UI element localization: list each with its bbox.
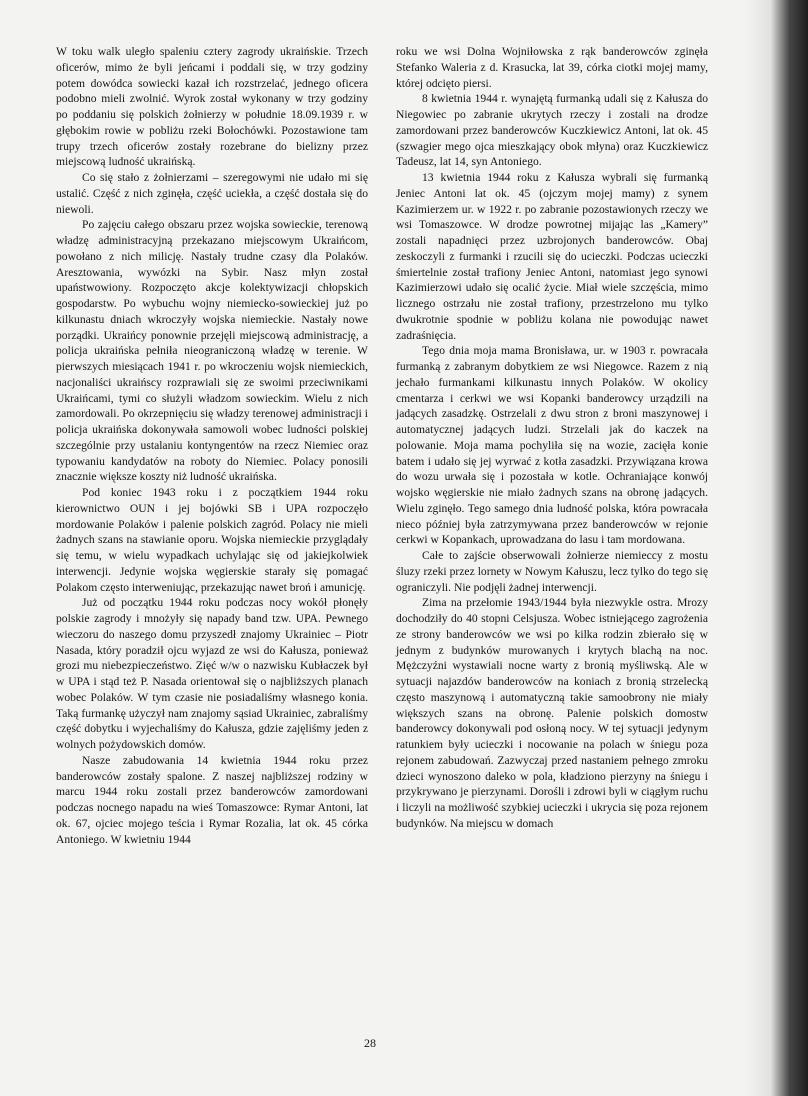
paragraph: Co się stało z żołnierzami – szeregowymi nie udało mi się ustalić. Część z nich zginęła, część uciekła, a część dostała się do niewoli. [56, 171, 368, 216]
paragraph: Nasze zabudowania 14 kwietnia 1944 roku przez banderowców zostały spalone. Z naszej najbliższej rodziny w marcu 1944 roku zostali przez banderowców zamordowani podczas nocnego napadu na wieś Tomaszowce: Rymar Antoni, lat ok. 67, ojciec mojego teścia i Rymar Rozalia, lat ok. 45 córka Antoniego. W kwietniu 1944 [56, 753, 368, 846]
paragraph: Tego dnia moja mama Bronisława, ur. w 1903 r. powracała furmanką z zabranym dobytkiem ze wsi Niegowce. Razem z nią jechało furmankami kilkunastu innych Polaków. W okolicy cmentarza i cerkwi we wsi Kopanki banderowcy urządzili na jadących zasadzkę. Ostrzelali z dwu stron z broni maszynowej i automatycznej jadących ludzi. Strzelali jak do kaczek na polowanie. Moja mama pochyliła się na wozie, zacięła konie batem i udało się jej wyrwać z kotła zasadzki. Przywiązana krowa do wozu urwała się i pozostała w kotle. Ochraniające konwój wojsko węgierskie nie miało żadnych szans na obronę jadących. Wielu zginęło. Tego samego dnia ludność polska, która powracała nieco później była zatrzymywana przez banderowców w rejonie cerkwi w Kopankach, uprowadzana do lasu i tam mordowana. [396, 344, 708, 547]
paragraph: W toku walk uległo spaleniu cztery zagrody ukraińskie. Trzech oficerów, mimo że byli jeńcami i poddali się, w trzy godziny potem dowódca sowiecki kazał ich rozstrzelać, jednego oficera podobno mieli zwolnić. Wyrok został wykonany w trzy godziny po poddaniu się polskich żołnierzy w południe 18.09.1939 r. w głębokim rowie w pobliżu rzeki Bołochówki. Pozostawione tam trupy trzech oficerów zostały rozebrane do bielizny przez miejscową ludność ukraińską. [56, 45, 368, 169]
paragraph: Już od początku 1944 roku podczas nocy wokół płonęły polskie zagrody i mnożyły się napady band tzw. UPA. Pewnego wieczoru do naszego domu przyszedł znajomy Ukrainiec – Piotr Nasada, który poradził ojcu wyjazd ze wsi do Kałusza, ponieważ grozi mu niebezpieczeństwo. Zięć w/w o nazwisku Kubłaczek był w UPA i stąd też P. Nasada orientował się o najbliższych planach wobec Polaków. W tym czasie nie posiadaliśmy własnego konia. Taką furmankę użyczył nam znajomy sąsiad Ukrainiec, zabraliśmy część dobytku i wyjechaliśmy do Kałusza, gdzie zajęliśmy jeden z wolnych pożydowskich domów. [56, 596, 368, 751]
paragraph: Zima na przełomie 1943/1944 była niezwykle ostra. Mrozy dochodziły do 40 stopni Celsjusza. Wobec istniejącego zagrożenia ze strony banderowców we wsi po kilka rodzin zbierało się w jednym z budynków murowanych i krytych blachą na noc. Mężczyźni wystawiali nocne warty z bronią myśliwską. Ale w sytuacji najazdów banderowców na koniach z bronią strzelecką często maszynową i automatyczną takie samoobrony nie miały większych szans na obronę. Palenie polskich domostw banderowcy dokonywali pod osłoną nocy. W tej sytuacji jedynym ratunkiem były ucieczki i nocowanie na polach w śniegu poza rejonem zabudowań. Zazwyczaj przed nastaniem pełnego zmroku dzieci wynoszono daleko w pola, kładziono pierzyny na śniegu i przykrywano je pierzynami. Doroślі i zdrowi byli w ciągłym ruchu i liczyli na możliwość szybkiej ucieczki i ukrycia się poza rejonem budynków. Na miejscu w domach [396, 596, 708, 830]
paragraph: Po zajęciu całego obszaru przez wojska sowieckie, terenową władzę administracyjną przekazano miejscowym Ukraińcom, powołano z nich milicję. Nastały trudne czasy dla Polaków. Aresztowania, wywózki na Sybir. Nasz młyn został upaństwowiony. Rozpoczęto akcje kolektywizacji chłopskich gospodarstw. Po wybuchu wojny niemiecko-sowieckiej już po kilkunastu dniach wkroczyły wojska niemieckie. Nastały nowe porządki. Ukraińcy ponownie przejęli miejscową administrację, a policja ukraińska pełniła nieograniczoną władzę w terenie. W pierwszych miesiącach 1941 r. po wkroczeniu wojsk niemieckich, nacjonaliści ukraińscy rozprawiali się ze swoimi przeciwnikami Ukraińcami, tymi co służyli władzom sowieckim. Wielu z nich zamordowali. Po okrzepnięciu się władzy terenowej administracji i policja ukraińska dokonywała samowoli wobec ludności polskiej szczególnie przy ustalaniu kontyngentów na rzecz Niemiec oraz typowaniu kandydatów na roboty do Niemiec. Polacy ponosili znacznie większe koszty niż ludność ukraińska. [56, 218, 368, 484]
scan-edge-shadow [746, 0, 808, 1096]
paragraph: 8 kwietnia 1944 r. wynajętą furmanką udali się z Kałusza do Niegowiec po zabranie ukrytych rzeczy i zostali na drodze zamordowani przez banderowców Kuczkiewicz Antoni, lat ok. 45 (szwagier mego ojca mieszkający obok młyna) oraz Kuczkiewicz Tadeusz, lat 14, syn Antoniego. [396, 92, 708, 169]
paragraph: Pod koniec 1943 roku i z początkiem 1944 roku kierownictwo OUN i jej bojówki SB i UPA rozpoczęło mordowanie Polaków i palenie polskich zagród. Polacy nie mieli żadnych szans na stawianie oporu. Wojska niemieckie przyglądały się temu, w wielu wypadkach uchylając się od jakiejkolwiek interwencji. Jedynie wojska węgierskie starały się pomagać Polakom często interweniując, przekazując nawet broń i amunicję. [56, 486, 368, 594]
paragraph: roku we wsi Dolna Wojniłowska z rąk banderowców zginęła Stefanko Waleria z d. Krasucka, lat 39, córka ciotki mojej mamy, której odcięto piersi. [396, 45, 708, 90]
right-text-column [396, 44, 708, 832]
paragraph: Całe to zajście obserwowali żołnierze niemieccy z mostu śluzy rzeki przez lornety w Nowym Kałuszu, lecz tylko do tego się ograniczyli. Nie podjęli żadnej interwencji. [396, 549, 708, 594]
left-text-column [56, 44, 368, 847]
page-number: 28 [364, 1036, 376, 1050]
paragraph: 13 kwietnia 1944 roku z Kałusza wybrali się furmanką Jeniec Antoni lat ok. 45 (ojczym mojej mamy) z synem Kazimierzem ur. w 1922 r. po zabranie pozostawionych rzeczy we wsi Tomaszowce. W drodze powrotnej mijając las „Kamery” zostali napadnięci przez uzbrojonych banderowców. Obaj zeskoczyli z furmanki i rzucili się do ucieczki. Podczas ucieczki śmiertelnie został trafiony Jeniec Antoni, natomiast jego synowi Kazimierzowi udało się ocalić życie. Miał wiele szczęścia, mimo licznego ostrzału nie został trafiony, przestrzelono mu tylko dwukrotnie spodnie w pobliżu kolana nie powodując nawet zadraśnięcia. [396, 171, 708, 342]
